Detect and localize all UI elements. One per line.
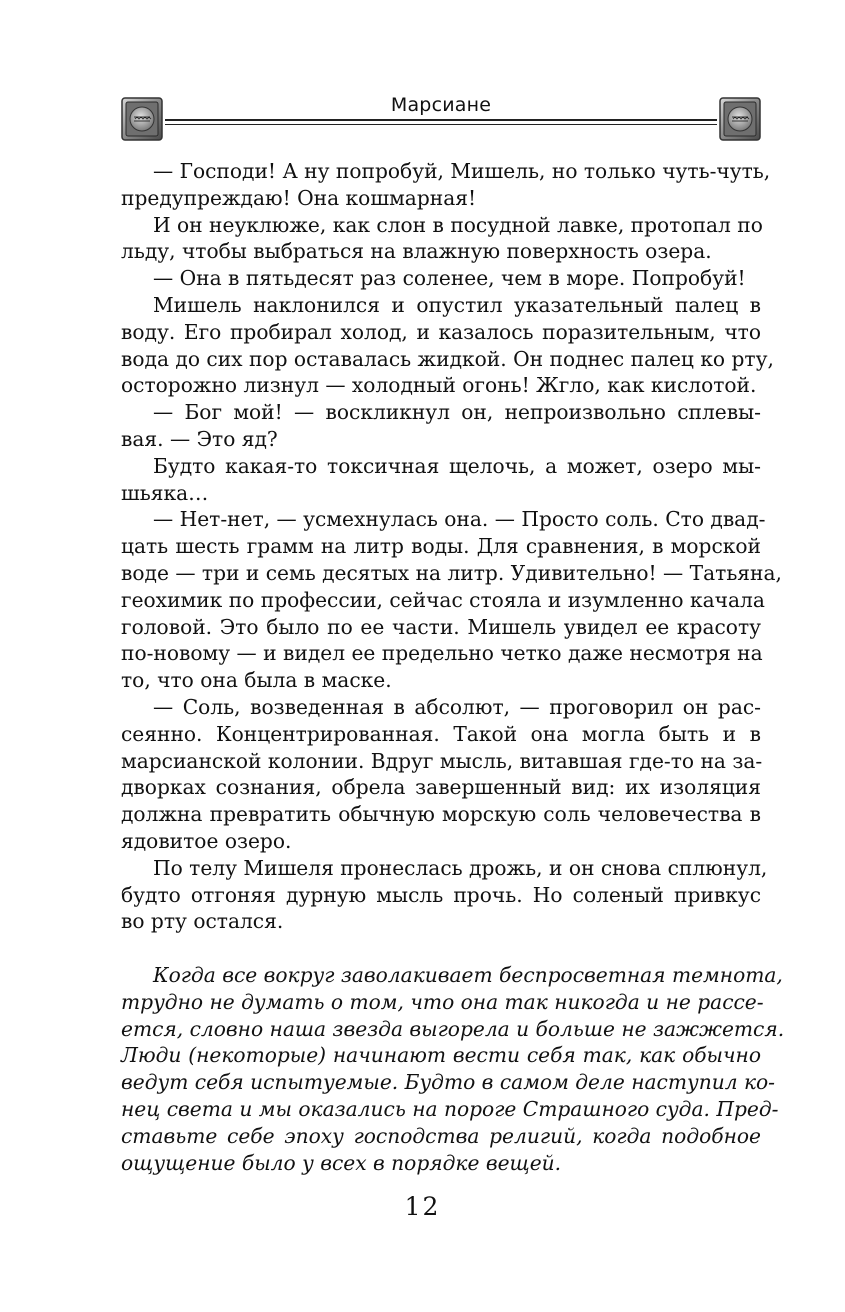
body-text-line: дворках сознания, обрела завершенный вид: их изоляция <box>121 775 761 800</box>
running-title: Марсиане <box>390 94 492 116</box>
body-text-line: И он неуклюже, как слон в посудной лавке, протопал по <box>153 212 763 237</box>
page-number: 12 <box>404 1192 441 1221</box>
body-text-line: марсианской колонии. Вдруг мысль, витавшая где-то на за- <box>121 748 763 773</box>
body-text-line: по-новому — и видел ее предельно четко даже несмотря на <box>121 641 763 666</box>
body-text-line: воду. Его пробирал холод, и казалось поразительным, что <box>121 319 761 344</box>
body-text-line: По телу Мишеля пронеслась дрожь, и он снова сплюнул, <box>153 855 768 880</box>
body-text-line: ядовитое озеро. <box>121 828 292 853</box>
epigraph-line: ощущение было у всех в порядке вещей. <box>121 1150 562 1175</box>
body-text-line: должна превратить обычную морскую соль человечества в <box>121 802 761 827</box>
epigraph <box>121 962 785 1176</box>
body-text-line: осторожно лизнул — холодный огонь! Жгло, как кислотой. <box>121 373 757 398</box>
body-text-line: льду, чтобы выбраться на влажную поверхность озера. <box>121 239 712 264</box>
body-text-line: будто отгоняя дурную мысль прочь. Но соленый привкус <box>121 882 761 907</box>
body-text-line: — Нет-нет, — усмехнулась она. — Просто соль. Сто двад- <box>153 507 766 532</box>
epigraph-line: Когда все вокруг заволакивает беспросветная темнота, <box>153 963 783 987</box>
body-text-line: геохимик по профессии, сейчас стояла и изумленно качала <box>121 587 765 612</box>
header-rule-bottom <box>165 124 717 125</box>
body-text-line: — Господи! А ну попробуй, Мишель, но только чуть-чуть, <box>153 159 771 183</box>
body-text-line: головой. Это было по ее части. Мишель увидел ее красоту <box>121 614 761 639</box>
epigraph-line: Люди (некоторые) начинают вести себя так, как обычно <box>121 1043 761 1068</box>
body-text-line: во рту остался. <box>121 909 284 934</box>
header-rule-top <box>165 119 717 121</box>
body-text-line: шьяка… <box>121 480 209 505</box>
right-ornament-icon <box>719 97 761 141</box>
body-text-line: — Она в пятьдесят раз соленее, чем в море. Попробуй! <box>153 266 746 291</box>
body-text-line: Будто какая-то токсичная щелочь, а может, озеро мы- <box>153 453 761 478</box>
running-header <box>121 92 761 144</box>
body-text-line: воде — три и семь десятых на литр. Удивительно! — Татьяна, <box>121 560 782 585</box>
body-text <box>121 158 782 935</box>
body-text-line: вода до сих пор оставалась жидкой. Он поднес палец ко рту, <box>121 346 774 371</box>
epigraph-line: ется, словно наша звезда выгорела и больше не зажжется. <box>121 1016 785 1041</box>
body-text-line: Мишель наклонился и опустил указательный палец в <box>153 292 761 317</box>
epigraph-line: ведут себя испытуемые. Будто в самом деле наступил ко- <box>121 1070 775 1095</box>
body-text-line: вая. — Это яд? <box>121 426 278 451</box>
body-text-line: — Соль, возведенная в абсолют, — проговорил он рас- <box>153 694 761 719</box>
epigraph-line: нец света и мы оказались на пороге Страшного суда. Пред- <box>121 1096 779 1121</box>
epigraph-line: ставьте себе эпоху господства религий, когда подобное <box>121 1123 761 1148</box>
epigraph-line: трудно не думать о том, что она так никогда и не рассе- <box>121 989 764 1014</box>
body-text-line: сеянно. Концентрированная. Такой она могла быть и в <box>121 721 761 746</box>
body-text-line: то, что она была в маске. <box>121 668 392 693</box>
body-text-line: — Бог мой! — воскликнул он, непроизвольно сплевы- <box>153 400 761 425</box>
body-text-line: предупреждаю! Она кошмарная! <box>121 185 477 210</box>
body-text-line: цать шесть грамм на литр воды. Для сравнения, в морской <box>121 534 761 559</box>
